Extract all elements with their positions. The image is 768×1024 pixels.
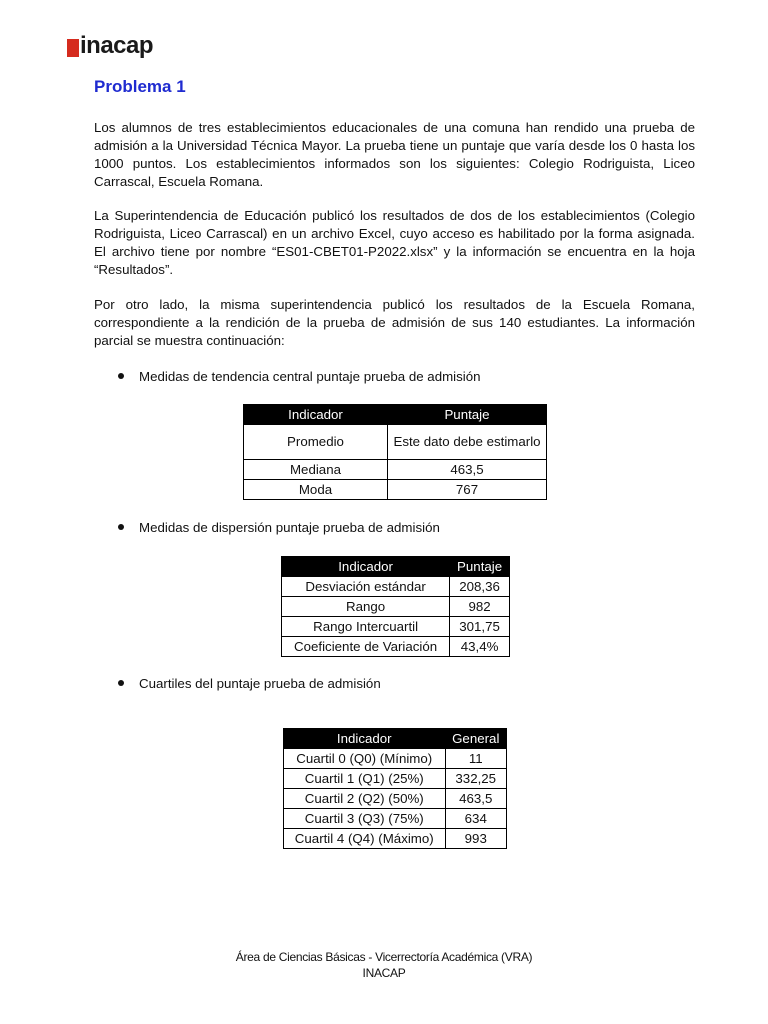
table-header-row [284, 729, 507, 749]
table-row [244, 480, 547, 500]
table-row [244, 425, 547, 460]
paragraph-excel: La Superintendencia de Educación publicó los resultados de dos de los establecimientos (Colegio Rodriguista, Liceo Carrascal) en un archivo Excel, cuyo acceso es habilitado por la forma asignada. El archivo tiene por nombre “ES01-CBET01-P2022.xlsx” y la información se encuentra en la hoja “Resultados”. [94, 208, 695, 277]
table-cell: 982 [450, 597, 510, 617]
logo-text: inacap [80, 32, 154, 59]
bullet-label: Medidas de dispersión puntaje prueba de admisión [139, 520, 440, 535]
table-cell: Promedio [244, 425, 388, 460]
table-row [282, 637, 510, 657]
bullet-quartiles [118, 675, 381, 693]
footer-line: INACAP [362, 966, 406, 980]
table-cell: 993 [445, 829, 507, 849]
table-row [284, 789, 507, 809]
bullet-label: Cuartiles del puntaje prueba de admisión [139, 676, 381, 691]
table-header-row [282, 557, 510, 577]
table-row [284, 769, 507, 789]
table-cell: Desviación estándar [282, 577, 450, 597]
table-header-cell: Indicador [244, 405, 388, 425]
table-cell: Cuartil 0 (Q0) (Mínimo) [284, 749, 446, 769]
dispersion-table [281, 556, 510, 657]
table-row [284, 809, 507, 829]
table-header-cell: General [445, 729, 507, 749]
table-cell: 332,25 [445, 769, 507, 789]
paragraph-romana: Por otro lado, la misma superintendencia publicó los resultados de la Escuela Romana, correspondiente a la rendición de la prueba de admisión de sus 140 estudiantes. La información parcial se muestra continuación: [94, 297, 695, 348]
bullet-dot-icon [118, 680, 124, 686]
table-row [244, 460, 547, 480]
quartiles-table [283, 728, 507, 849]
table-cell: Este dato debe estimarlo [388, 425, 547, 460]
table-header-row [244, 405, 547, 425]
table-row [282, 577, 510, 597]
page-footer [0, 949, 768, 981]
table-cell: 11 [445, 749, 507, 769]
inacap-logo [67, 33, 153, 59]
bullet-dot-icon [118, 373, 124, 379]
logo-mark-icon [67, 39, 79, 57]
table-cell: Cuartil 2 (Q2) (50%) [284, 789, 446, 809]
table-cell: 301,75 [450, 617, 510, 637]
table-cell: 208,36 [450, 577, 510, 597]
table-cell: Cuartil 3 (Q3) (75%) [284, 809, 446, 829]
table-header-cell: Indicador [284, 729, 446, 749]
table-row [282, 597, 510, 617]
bullet-central-tendency [118, 368, 481, 386]
central-tendency-table [243, 404, 547, 500]
table-cell: Rango [282, 597, 450, 617]
table-header-cell: Indicador [282, 557, 450, 577]
bullet-label: Medidas de tendencia central puntaje prueba de admisión [139, 369, 481, 384]
paragraph-intro: Los alumnos de tres establecimientos educacionales de una comuna han rendido una prueba de admisión a la Universidad Técnica Mayor. La prueba tiene un puntaje que varía desde los 0 hasta los 1000 puntos. Los establecimientos informados son los siguientes: Colegio Rodriguista, Liceo Carrascal, Escuela Romana. [94, 120, 695, 189]
table-row [284, 749, 507, 769]
table-cell: 43,4% [450, 637, 510, 657]
table-cell: Cuartil 1 (Q1) (25%) [284, 769, 446, 789]
table-header-cell: Puntaje [450, 557, 510, 577]
problem-title: Problema 1 [94, 77, 186, 96]
table-cell: Rango Intercuartil [282, 617, 450, 637]
table-cell: Cuartil 4 (Q4) (Máximo) [284, 829, 446, 849]
table-cell: 767 [388, 480, 547, 500]
table-cell: 634 [445, 809, 507, 829]
table-cell: 463,5 [388, 460, 547, 480]
bullet-dot-icon [118, 524, 124, 530]
table-header-cell: Puntaje [388, 405, 547, 425]
table-cell: Mediana [244, 460, 388, 480]
table-row [284, 829, 507, 849]
table-row [282, 617, 510, 637]
table-cell: 463,5 [445, 789, 507, 809]
footer-line: Área de Ciencias Básicas - Vicerrectoría Académica (VRA) [235, 950, 533, 964]
bullet-dispersion [118, 519, 440, 537]
table-cell: Coeficiente de Variación [282, 637, 450, 657]
table-cell: Moda [244, 480, 388, 500]
